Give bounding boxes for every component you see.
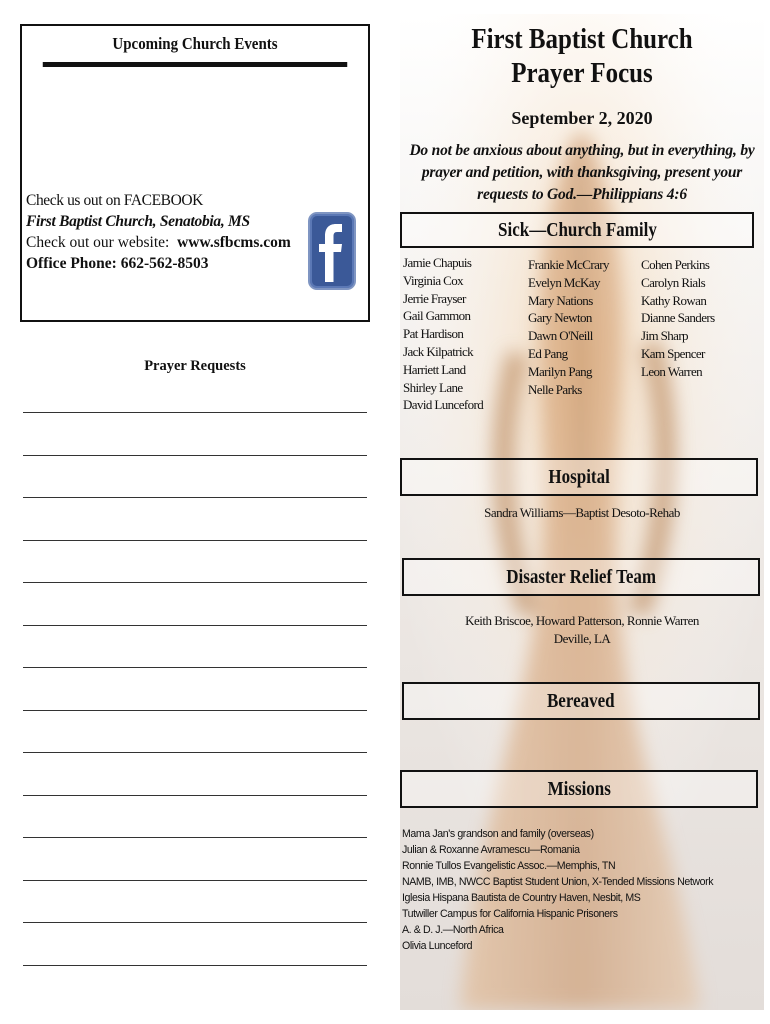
disaster-relief-header: Disaster Relief Team — [402, 558, 760, 596]
mission-item: A. & D. J.—North Africa — [402, 924, 504, 936]
office-phone: Office Phone: 662-562-8503 — [26, 255, 209, 272]
sick-name: Jamie Chapuis — [403, 255, 472, 270]
mission-item: NAMB, IMB, NWCC Baptist Student Union, X-Tended Missions Network — [402, 876, 714, 888]
sick-name: Kathy Rowan — [641, 292, 707, 308]
prayer-request-line — [23, 710, 367, 711]
sick-name: David Lunceford — [403, 397, 484, 413]
prayer-request-line — [23, 582, 367, 583]
prayer-request-line — [23, 412, 367, 413]
website-line: Check out our website: www.sfbcms.com — [26, 234, 291, 251]
sick-name: Leon Warren — [641, 363, 703, 379]
bereaved-header: Bereaved — [402, 682, 760, 720]
sick-church-family-header: Sick—Church Family — [400, 212, 754, 248]
sick-name: Jim Sharp — [641, 328, 688, 344]
prayer-requests-title: Prayer Requests — [144, 358, 246, 374]
facebook-icon[interactable] — [308, 212, 356, 290]
sick-list-column-2 — [528, 256, 609, 398]
sick-name: Dawn O'Neill — [528, 328, 593, 344]
sick-name: Evelyn McKay — [528, 274, 600, 290]
website-link[interactable]: www.sfbcms.com — [177, 234, 291, 251]
sick-name: Marilyn Pang — [528, 363, 592, 379]
mission-item: Ronnie Tullos Evangelistic Assoc.—Memphis, TN — [402, 860, 616, 872]
sick-name: Carolyn Rials — [641, 274, 706, 290]
sick-name: Frankie McCrary — [528, 257, 609, 272]
sick-list-column-3 — [641, 256, 715, 381]
events-title: Upcoming Church Events — [43, 26, 347, 67]
sick-name: Harriett Land — [403, 361, 466, 377]
prayer-request-line — [23, 497, 367, 498]
sick-name: Virginia Cox — [403, 272, 464, 288]
mission-item: Tutwiller Campus for California Hispanic Prisoners — [402, 908, 618, 920]
sick-name: Mary Nations — [528, 292, 593, 308]
prayer-focus-title — [425, 22, 738, 90]
missions-list — [402, 826, 713, 954]
facebook-line: Check us out on FACEBOOK — [26, 192, 203, 209]
prayer-request-line — [23, 667, 367, 668]
missions-header: Missions — [400, 770, 758, 808]
sick-name: Ed Pang — [528, 345, 568, 361]
prayer-focus-panel — [400, 14, 764, 1010]
sick-name: Nelle Parks — [528, 381, 582, 397]
scripture-verse: Do not be anxious about anything, but in everything, by prayer and petition, with thanksgiving, present your requests to God.—Philippians 4:6 — [409, 142, 755, 203]
sick-name: Shirley Lane — [403, 379, 463, 395]
upcoming-events-box — [20, 24, 370, 322]
prayer-request-line — [23, 540, 367, 541]
disaster-relief-names: Keith Briscoe, Howard Patterson, Ronnie Warren Deville, LA — [465, 613, 699, 646]
title-line-2: Prayer Focus — [511, 57, 653, 89]
sick-name: Pat Hardison — [403, 326, 464, 342]
prayer-request-line — [23, 625, 367, 626]
mission-item: Mama Jan's grandson and family (overseas) — [402, 828, 594, 840]
church-location: First Baptist Church, Senatobia, MS — [26, 213, 250, 230]
prayer-request-line — [23, 880, 367, 881]
sick-name: Jerrie Frayser — [403, 290, 466, 306]
contact-info — [26, 190, 291, 274]
prayer-request-line — [23, 922, 367, 923]
sick-list-column-1 — [403, 254, 483, 414]
hospital-entry: Sandra Williams—Baptist Desoto-Rehab — [484, 505, 680, 520]
mission-item: Julian & Roxanne Avramescu—Romania — [402, 844, 580, 856]
title-line-1: First Baptist Church — [471, 23, 693, 55]
hospital-header: Hospital — [400, 458, 758, 496]
prayer-request-line — [23, 455, 367, 456]
sick-name: Jack Kilpatrick — [403, 343, 474, 359]
mission-item: Olivia Lunceford — [402, 940, 473, 952]
mission-item: Iglesia Hispana Bautista de Country Haven, Nesbit, MS — [402, 892, 641, 904]
sick-name: Gail Gammon — [403, 308, 471, 324]
sick-name: Cohen Perkins — [641, 257, 710, 272]
sick-name: Gary Newton — [528, 310, 592, 326]
prayer-request-line — [23, 965, 367, 966]
date: September 2, 2020 — [511, 108, 653, 128]
prayer-request-line — [23, 795, 367, 796]
sick-name: Dianne Sanders — [641, 310, 715, 326]
prayer-request-line — [23, 752, 367, 753]
sick-name: Kam Spencer — [641, 345, 705, 361]
prayer-request-line — [23, 837, 367, 838]
